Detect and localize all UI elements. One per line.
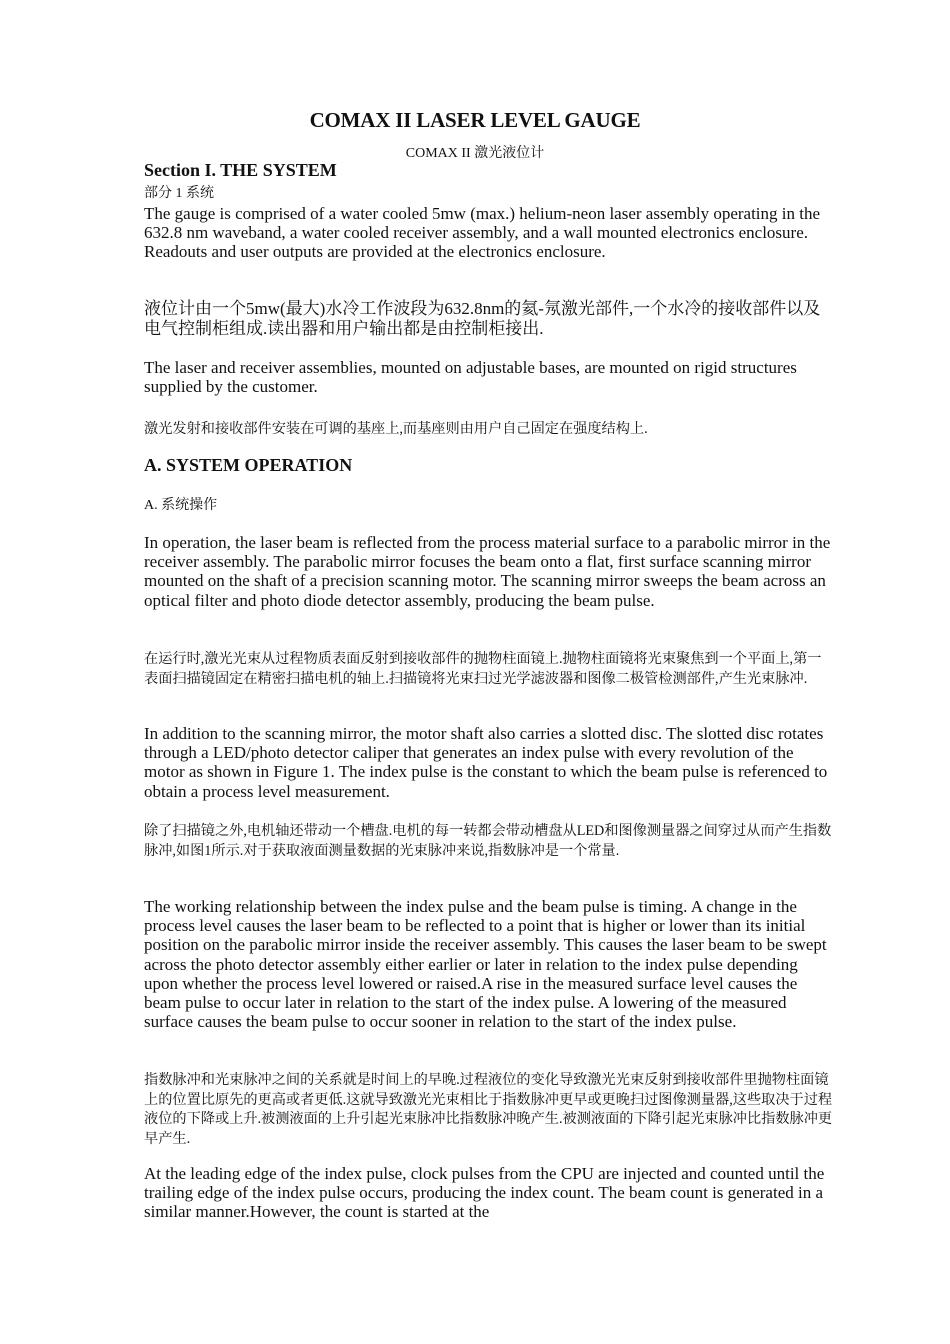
section-heading: Section I. THE SYSTEM <box>144 160 337 180</box>
subsection-heading: A. SYSTEM OPERATION <box>144 455 353 475</box>
paragraph-2-en: The laser and receiver assemblies, mounted on adjustable bases, are mounted on rigid structures supplied by the customer. <box>144 358 797 397</box>
document-subtitle: COMAX II 激光液位计 <box>405 146 545 161</box>
paragraph-3-zh: 在运行时,激光光束从过程物质表面反射到接收部件的抛物柱面镜上.抛物柱面镜将光束聚焦到一个平面上,第一表面扫描镜固定在精密扫描电机的轴上.扫描镜将光束扫过光学滤波器和图像二极管检测部件,产生光束脉冲. <box>144 651 822 687</box>
paragraph-1-zh: 液位计由一个5mw(最大)水冷工作波段为632.8nm的氦-氖激光部件,一个水冷的接收部件以及电气控制柜组成.读出器和用户输出都是由控制柜接出. <box>144 299 821 338</box>
paragraph-6-en: At the leading edge of the index pulse, clock pulses from the CPU are injected and counted until the trailing edge of the index pulse occurs, producing the index count. The beam count is generated in a similar manner.However, the count is started at the <box>144 1164 825 1222</box>
paragraph-4-en: In addition to the scanning mirror, the motor shaft also carries a slotted disc. The slotted disc rotates through a LED/photo detector caliper that generates an index pulse with every revolution of the motor as shown in Figure 1. The index pulse is the constant to which the beam pulse is referenced to obtain a process level measurement. <box>144 724 828 801</box>
paragraph-4-zh: 除了扫描镜之外,电机轴还带动一个槽盘.电机的每一转都会带动槽盘从LED和图像测量器之间穿过从而产生指数脉冲,如图1所示.对于获取液面测量数据的光束脉冲来说,指数脉冲是一个常量. <box>144 823 832 859</box>
paragraph-3-en: In operation, the laser beam is reflected from the process material surface to a parabolic mirror in the receiver assembly. The parabolic mirror focuses the beam onto a flat, first surface scanning mirror mounted on the shaft of a precision scanning motor. The scanning mirror sweeps the beam across an optical filter and photo diode detector assembly, producing the beam pulse. <box>144 533 831 610</box>
paragraph-1-en: The gauge is comprised of a water cooled 5mw (max.) helium-neon laser assembly operating in the 632.8 nm waveband, a water cooled receiver assembly, and a wall mounted electronics enclosure. Readouts and user outputs are provided at the electronics enclosure. <box>144 204 821 262</box>
paragraph-5-zh: 指数脉冲和光束脉冲之间的关系就是时间上的早晚.过程液位的变化导致激光光束反射到接收部件里抛物柱面镜上的位置比原先的更高或者更低.这就导致激光光束相比于指数脉冲更早或更晚扫过图像测量器,这些取决于过程液位的下降或上升.被测液面的上升引起光束脉冲比指数脉冲晚产生.被测液面的下降引起光束脉冲比指数脉冲更早产生. <box>144 1072 833 1147</box>
paragraph-2-zh: 激光发射和接收部件安装在可调的基座上,而基座则由用户自己固定在强度结构上. <box>144 421 648 437</box>
paragraph-5-en: The working relationship between the index pulse and the beam pulse is timing. A change in the process level causes the laser beam to be reflected to a point that is higher or lower than its initial position on the parabolic mirror inside the receiver assembly. This causes the laser beam to be swept across the photo detector assembly either earlier or later in relation to the index pulse depending upon whether the process level lowered or raised.A rise in the measured surface level causes the beam pulse to occur later in relation to the start of the index pulse. A lowering of the measured surface causes the beam pulse to occur sooner in relation to the start of the index pulse. <box>144 897 827 1032</box>
document-title: COMAX II LASER LEVEL GAUGE <box>309 108 641 132</box>
section-heading-zh: 部分 1 系统 <box>144 186 214 201</box>
subsection-heading-zh: A. 系统操作 <box>144 498 218 513</box>
